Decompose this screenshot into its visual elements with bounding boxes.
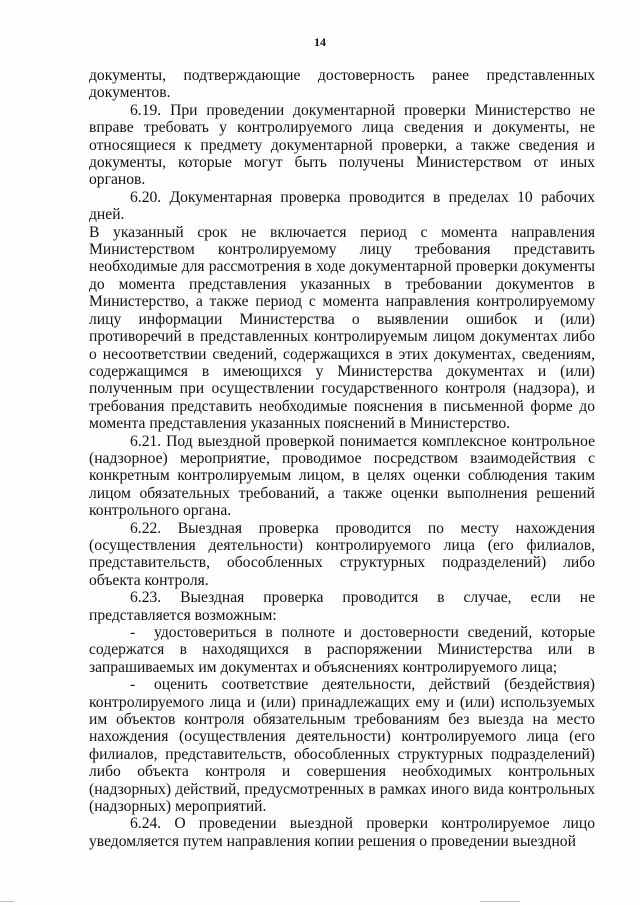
list-item-text: удостовериться в полноте и достоверности сведений, которые содержатся в находящихся в распоряжении Министерства или в запрашиваемых им документах и объяснениях контролируемого лица;: [89, 624, 595, 676]
paragraph-6-24: 6.24. О проведении выездной проверки контролируемое лицо уведомляется путем направления копии решения о проведении выездной: [89, 815, 595, 850]
list-dash: -: [130, 624, 136, 641]
paragraph-6-23: 6.23. Выездная проверка проводится в случае, если не представляется возможным:: [89, 589, 595, 624]
paragraph-6-21: 6.21. Под выездной проверкой понимается комплексное контрольное (надзорное) мероприятие, проводимое посредством взаимодействия с конкретным контролируемым лицом, в целях оценки соблюдения таким лицом обязательных требований, а также оценки выполнения решений контрольного органа.: [89, 432, 595, 520]
scan-edge-mark-left: [0, 901, 14, 902]
list-item-2: [89, 676, 595, 815]
list-dash: -: [130, 676, 136, 694]
paragraph-6-20-continuation: В указанный срок не включается период с момента направления Министерством контролируемому лицу требования представить необходимые для рассмотрения в ходе документарной проверки документы до момента представления указанных в требовании документов в Министерство, а также период с момента направления контролируемому лицу информации Министерства о выявлении ошибок и (или) противоречий в представленных контролируемым лицом документах либо о несоответствии сведений, содержащихся в этих документах, сведениям, содержащимся в имеющихся у Министерства документах и (или) полученным при осуществлении государственного контроля (надзора), и требования представить необходимые пояснения в письменной форме до момента представления указанных пояснений в Министерство.: [89, 223, 595, 433]
page-number: 14: [314, 35, 326, 49]
scan-edge-mark-right: [480, 901, 520, 902]
paragraph-6-20: 6.20. Документарная проверка проводится в пределах 10 рабочих дней.: [89, 188, 595, 224]
paragraph-6-19: 6.19. При проведении документарной проверки Министерство не вправе требовать у контролируемого лица сведения и документы, не относящиеся к предмету документарной проверки, а также сведения и документы, которые могут быть получены Министерством от иных органов.: [89, 101, 595, 189]
document-body: [89, 67, 595, 850]
paragraph-6-22: 6.22. Выездная проверка проводится по месту нахождения (осуществления деятельности) контролируемого лица (его филиалов, представительств, обособленных структурных подразделений) либо объекта контроля.: [89, 519, 595, 589]
list-item-1: [89, 624, 595, 676]
paragraph-continuation-1: документы, подтверждающие достоверность ранее представленных документов.: [89, 67, 595, 102]
list-item-text: оценить соответствие деятельности, действий (бездействия) контролируемого лица и (или) принадлежащих ему и (или) используемых им объектов контроля обязательным требованиям без выезда на место нахождения (осуществления деятельности) контролируемого лица (его филиалов, представительств, обособленных структурных подразделений) либо объекта контроля и совершения необходимых контрольных (надзорных) действий, предусмотренных в рамках иного вида контрольных (надзорных) мероприятий.: [89, 676, 595, 816]
